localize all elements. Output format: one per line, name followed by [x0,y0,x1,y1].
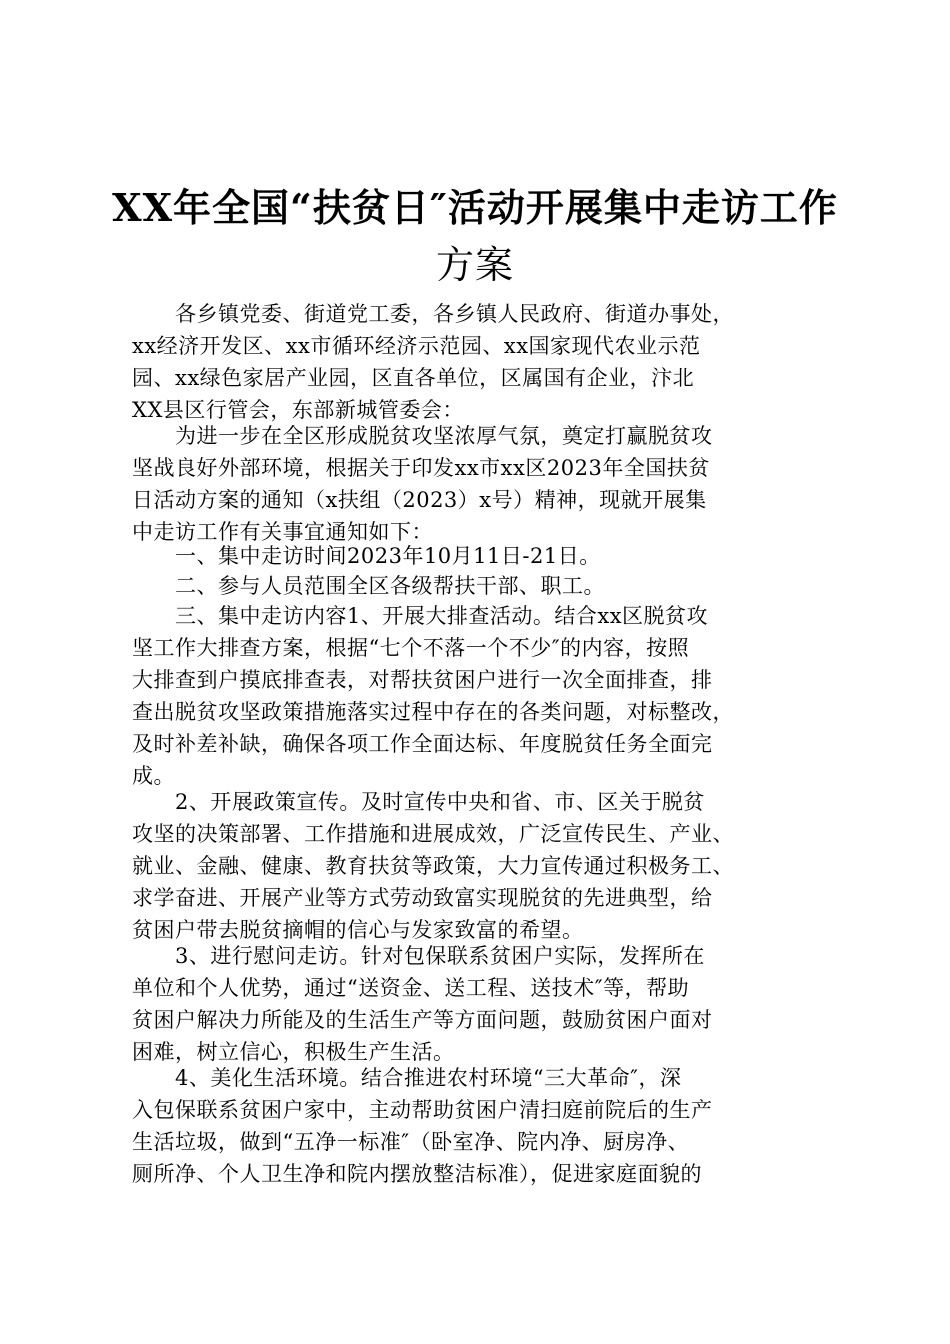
body-line: 成。 [132,764,175,788]
body-line: 坚战良好外部环境，根据关于印发xx市xx区2023年全国扶贫 [132,456,710,480]
document-title-line-1: XX年全国“扶贫日″活动开展集中走访工作 [112,185,838,230]
body-line: 求学奋进、开展产业等方式劳动致富实现脱贫的先进典型，给 [132,886,713,910]
body-line: 园、xx绿色家居产业园，区直各单位，区属国有企业，汴北 [132,366,695,390]
body-line: 大排查到户摸底排查表，对帮扶贫困户进行一次全面排查，排 [132,668,713,692]
body-line: 坚工作大排查方案，根据“七个不落一个不少″的内容，按照 [132,636,690,660]
body-line: 4、美化生活环境。结合推进农村环境“三大革命″，深 [132,1066,682,1090]
document-title-line-2: 方案 [435,243,514,287]
body-line: 贫困户带去脱贫摘帽的信心与发家致富的希望。 [132,918,584,942]
body-line: 单位和个人优势，通过“送资金、送工程、送技术″等，帮助 [132,976,690,1000]
body-line: 查出脱贫攻坚政策措施落实过程中存在的各类问题，对标整改， [132,700,734,724]
body-line: 厕所净、个人卫生净和院内摆放整洁标准），促进家庭面貌的 [132,1162,702,1186]
body-line: 就业、金融、健康、教育扶贫等政策，大力宣传通过积极务工、 [132,854,734,878]
body-line: 困难，树立信心，积极生产生活。 [132,1040,455,1064]
body-line: 各乡镇党委、街道党工委，各乡镇人民政府、街道办事处， [132,302,734,326]
body-line: 及时补差补缺，确保各项工作全面达标、年度脱贫任务全面完 [132,732,713,756]
body-line: 一、集中走访时间2023年10月11日-21日。 [132,544,601,568]
body-line: 入包保联系贫困户家中，主动帮助贫困户清扫庭前院后的生产 [132,1098,713,1122]
body-line: 2、开展政策宣传。及时宣传中央和省、市、区关于脱贫 [132,790,705,814]
body-line: 三、集中走访内容1、开展大排查活动。结合xx区脱贫攻 [132,604,709,628]
body-line: 攻坚的决策部署、工作措施和进展成效，广泛宣传民生、产业、 [132,822,734,846]
body-line: 二、参与人员范围全区各级帮扶干部、职工。 [132,574,605,598]
body-line: 3、进行慰问走访。针对包保联系贫困户实际，发挥所在 [132,944,705,968]
body-line: 为进一步在全区形成脱贫攻坚浓厚气氛，奠定打赢脱贫攻 [132,424,713,448]
body-line: 贫困户解决力所能及的生活生产等方面问题，鼓励贫困户面对 [132,1008,713,1032]
body-line: 日活动方案的通知（x扶组（2023）x号）精神，现就开展集 [132,488,707,512]
body-line: xx经济开发区、xx市循环经济示范园、xx国家现代农业示范 [132,334,701,358]
body-line: XX县区行管会，东部新城管委会： [132,398,464,422]
body-line: 中走访工作有关事宜通知如下： [132,520,433,544]
body-line: 生活垃圾，做到“五净一标准″（卧室净、院内净、厨房净、 [132,1130,690,1154]
